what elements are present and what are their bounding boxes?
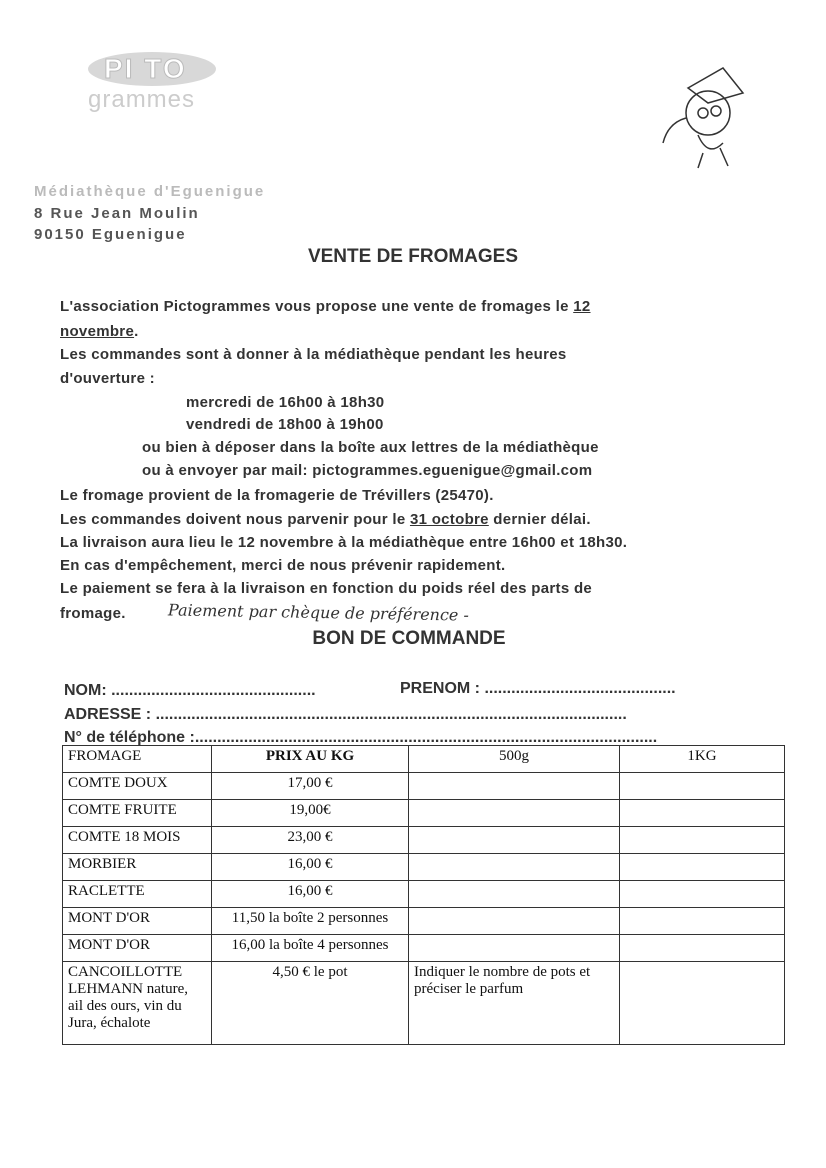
table-row bbox=[63, 935, 785, 962]
price-cell: 23,00 € bbox=[212, 827, 409, 854]
page-title: VENTE DE FROMAGES bbox=[307, 246, 519, 267]
body-line: La livraison aura lieu le 12 novembre à la médiathèque entre 16h00 et 18h30. bbox=[60, 534, 628, 551]
qty-500g-cell[interactable] bbox=[409, 773, 620, 800]
price-cell: 17,00 € bbox=[212, 773, 409, 800]
price-cell: 4,50 € le pot bbox=[212, 962, 409, 1045]
qty-1kg-cell[interactable] bbox=[620, 800, 785, 827]
cheese-name-cell: COMTE DOUX bbox=[63, 773, 212, 800]
order-table bbox=[62, 745, 785, 1045]
firstname-field[interactable]: PRENOM : ........................................... bbox=[400, 680, 676, 697]
cheese-name-cell: COMTE 18 MOIS bbox=[63, 827, 212, 854]
cheese-name-cell: RACLETTE bbox=[63, 881, 212, 908]
table-row bbox=[63, 854, 785, 881]
body-line: L'association Pictogrammes vous propose une vente de fromages le 12 bbox=[60, 298, 591, 315]
price-cell: 16,00 € bbox=[212, 881, 409, 908]
table-row bbox=[63, 908, 785, 935]
qty-500g-cell[interactable] bbox=[409, 854, 620, 881]
qty-1kg-cell[interactable] bbox=[620, 962, 785, 1045]
qty-500g-cell[interactable]: Indiquer le nombre de pots et préciser le parfum bbox=[409, 962, 620, 1045]
header-cell: FROMAGE bbox=[63, 746, 212, 773]
body-line: d'ouverture : bbox=[60, 370, 155, 387]
table-row bbox=[63, 962, 785, 1045]
body-line: Les commandes doivent nous parvenir pour le 31 octobre dernier délai. bbox=[60, 511, 591, 528]
qty-1kg-cell[interactable] bbox=[620, 773, 785, 800]
qty-500g-cell[interactable] bbox=[409, 800, 620, 827]
mascot-illustration-icon bbox=[648, 48, 768, 173]
body-line: En cas d'empêchement, merci de nous prévenir rapidement. bbox=[60, 557, 506, 574]
table-row bbox=[63, 827, 785, 854]
price-cell: 16,00 € bbox=[212, 854, 409, 881]
price-cell: 11,50 la boîte 2 personnes bbox=[212, 908, 409, 935]
qty-1kg-cell[interactable] bbox=[620, 854, 785, 881]
table-row bbox=[63, 881, 785, 908]
body-line: novembre. bbox=[60, 323, 139, 340]
order-title: BON DE COMMANDE bbox=[312, 628, 506, 649]
cheese-name-cell: MONT D'OR bbox=[63, 908, 212, 935]
body-line: vendredi de 18h00 à 19h00 bbox=[186, 416, 384, 433]
body-line: Les commandes sont à donner à la médiathèque pendant les heures bbox=[60, 346, 567, 363]
qty-500g-cell[interactable] bbox=[409, 827, 620, 854]
qty-1kg-cell[interactable] bbox=[620, 827, 785, 854]
handwritten-note: Paiement par chèque de préférence - bbox=[167, 600, 470, 625]
table-row bbox=[63, 773, 785, 800]
logo-text: PI TO bbox=[104, 53, 187, 84]
address-line: 8 Rue Jean Moulin bbox=[34, 205, 200, 222]
qty-500g-cell[interactable] bbox=[409, 935, 620, 962]
address-field[interactable]: ADRESSE : .......................................................................................................... bbox=[64, 706, 627, 723]
body-line: ou à envoyer par mail: pictogrammes.eguenigue@gmail.com bbox=[142, 462, 593, 479]
body-line: fromage. bbox=[60, 605, 126, 622]
cheese-name-cell: COMTE FRUITE bbox=[63, 800, 212, 827]
qty-500g-cell[interactable] bbox=[409, 908, 620, 935]
logo-subtext: grammes bbox=[88, 86, 196, 113]
header-cell: PRIX AU KG bbox=[212, 746, 409, 773]
table-row bbox=[63, 800, 785, 827]
header-cell: 500g bbox=[409, 746, 620, 773]
header-cell: 1KG bbox=[620, 746, 785, 773]
body-line: ou bien à déposer dans la boîte aux lettres de la médiathèque bbox=[142, 439, 599, 456]
address-line: Médiathèque d'Eguenigue bbox=[34, 183, 266, 200]
qty-1kg-cell[interactable] bbox=[620, 881, 785, 908]
address-line: 90150 Eguenigue bbox=[34, 226, 187, 243]
phone-field[interactable]: N° de téléphone :........................................................................................................ bbox=[64, 729, 658, 746]
body-line: Le fromage provient de la fromagerie de Trévillers (25470). bbox=[60, 487, 494, 504]
body-line: mercredi de 16h00 à 18h30 bbox=[186, 394, 385, 411]
qty-500g-cell[interactable] bbox=[409, 881, 620, 908]
qty-1kg-cell[interactable] bbox=[620, 908, 785, 935]
cheese-name-cell: MONT D'OR bbox=[63, 935, 212, 962]
cheese-name-cell: CANCOILLOTTE LEHMANN nature, ail des ours, vin du Jura, échalote bbox=[63, 962, 212, 1045]
price-cell: 16,00 la boîte 4 personnes bbox=[212, 935, 409, 962]
table-header-row bbox=[63, 746, 785, 773]
cheese-name-cell: MORBIER bbox=[63, 854, 212, 881]
price-cell: 19,00€ bbox=[212, 800, 409, 827]
qty-1kg-cell[interactable] bbox=[620, 935, 785, 962]
body-line: Le paiement se fera à la livraison en fonction du poids réel des parts de bbox=[60, 580, 593, 597]
name-field[interactable]: NOM: .............................................. bbox=[64, 682, 316, 699]
